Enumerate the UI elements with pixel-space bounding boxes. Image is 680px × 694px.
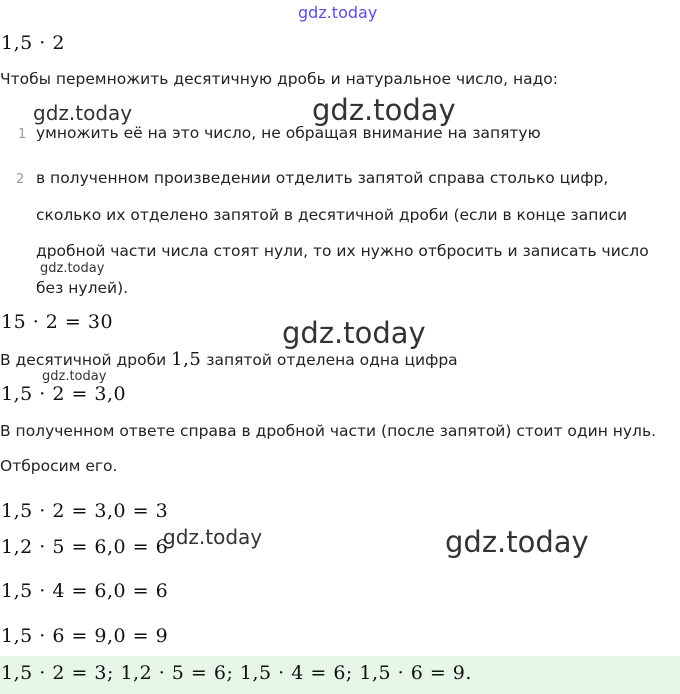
step-number: 2 <box>16 172 25 187</box>
note-drop: Отбросим его. <box>0 457 118 475</box>
result-line: 1,5 · 4 = 6,0 = 6 <box>1 580 169 602</box>
result-line: 1,5 · 6 = 9,0 = 9 <box>1 625 169 647</box>
result-line: 1,2 · 5 = 6,0 = 6 <box>1 536 169 558</box>
step-text: умножить её на это число, не обращая внимание на запятую <box>36 124 541 142</box>
note-comma <box>0 349 458 370</box>
note-zero: В полученном ответе справа в дробной части (после запятой) стоит один нуль. <box>0 422 657 440</box>
calc-decimal: 1,5 · 2 = 3,0 <box>1 383 127 405</box>
rule-intro: Чтобы перемножить десятичную дробь и натуральное число, надо: <box>0 70 558 88</box>
task-expression: 1,5 · 2 <box>1 32 65 54</box>
watermark: gdz.today <box>445 525 589 559</box>
note-math: 1,5 <box>171 349 202 370</box>
watermark: gdz.today <box>40 261 105 276</box>
step-text: сколько их отделено запятой в десятичной дроби (если в конце записи <box>36 206 628 224</box>
answer-line: 1,5 · 2 = 3; 1,2 · 5 = 6; 1,5 · 4 = 6; 1,5 · 6 = 9. <box>1 662 472 684</box>
watermark: gdz.today <box>42 369 107 384</box>
step-text: в полученном произведении отделить запятой справа столько цифр, <box>36 169 609 187</box>
note-text: запятой отделена одна цифра <box>201 351 458 369</box>
calc-integer: 15 · 2 = 30 <box>1 311 114 333</box>
watermark: gdz.today <box>33 101 133 125</box>
watermark: gdz.today <box>282 316 426 350</box>
note-text: В десятичной дроби <box>0 351 172 369</box>
step-number: 1 <box>18 127 27 142</box>
step-text: дробной части числа стоят нули, то их нужно отбросить и записать число <box>36 242 649 260</box>
watermark-top: gdz.today <box>298 3 378 22</box>
watermark: gdz.today <box>163 525 263 549</box>
watermark: gdz.today <box>312 93 456 127</box>
step-text: без нулей). <box>36 279 129 297</box>
result-line: 1,5 · 2 = 3,0 = 3 <box>1 500 169 522</box>
